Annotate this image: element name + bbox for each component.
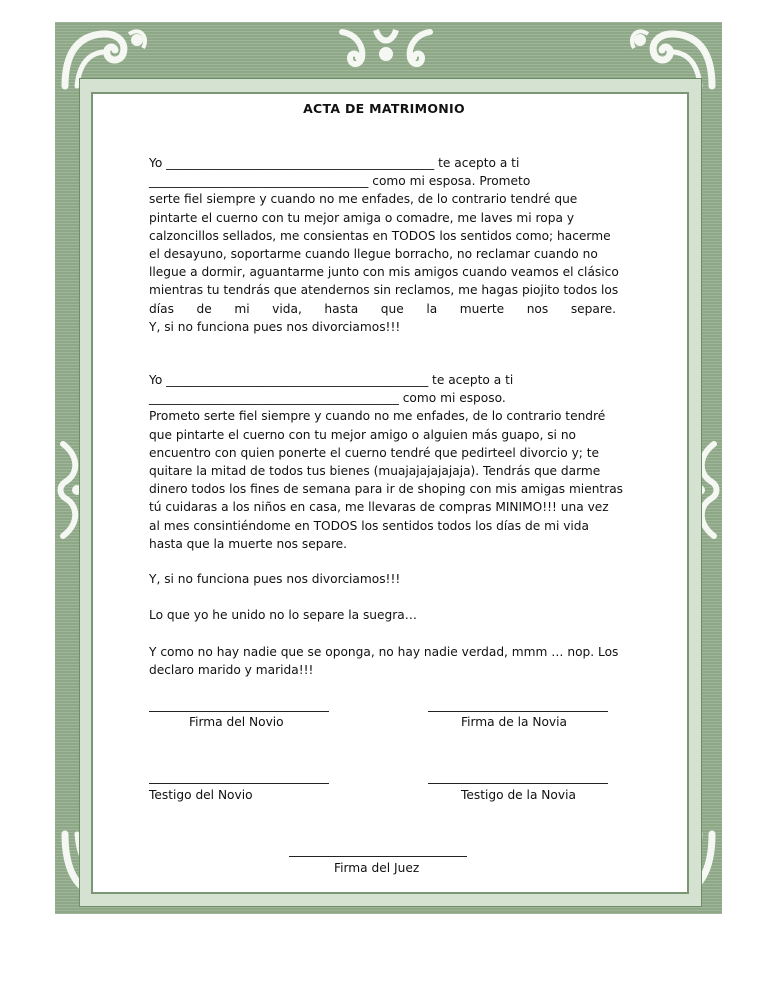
vow-novio-line: pintarte el cuerno con tu mejor amiga o comadre, me laves mi ropa y (149, 210, 575, 225)
firma-juez-label: Firma del Juez (334, 861, 420, 875)
vow-novia-line: tú cuidaras a los niños en casa, me llevaras de compras MINIMO!!! una vez (149, 500, 609, 515)
signature-line-novio (149, 711, 329, 712)
firma-novia-label: Firma de la Novia (461, 715, 567, 729)
closing-divorce (149, 570, 616, 588)
vow-novia-line: _________________________________________ como mi esposo. (149, 391, 506, 406)
testigo-novio-label: Testigo del Novio (149, 788, 253, 802)
vow-novio (149, 154, 619, 336)
vow-novio-line: calzoncillos sellados, me consientas en TODOS los sentidos como; hacerme (149, 228, 611, 243)
vow-novia-line: Yo ___________________________________________ te acepto a ti (149, 373, 514, 387)
vow-novia-line: quitare la mitad de todos tus bienes (muajajajajajaja). Tendrás que darme (149, 464, 601, 479)
signature-line-testigo-novia (428, 783, 608, 784)
closing-line: declaro marido y marida!!! (149, 663, 314, 678)
vow-novio-line: Y, si no funciona pues nos divorciamos!!! (149, 319, 401, 334)
vow-novio-line: el desayuno, soportarme cuando llegue borracho, no reclamar cuando no (149, 247, 598, 262)
vow-novio-line: Yo ____________________________________________ te acepto a ti (149, 156, 520, 170)
closing-line: Y, si no funciona pues nos divorciamos!!! (149, 572, 401, 586)
testigo-novia-label: Testigo de la Novia (461, 788, 576, 802)
vow-novia-line: que pintarte el cuerno con tu mejor amigo o alguien más guapo, si no (149, 427, 576, 442)
vow-novia-line: encuentro con quien ponerte el cuerno tendré que pedirteel divorcio y; te (149, 445, 600, 460)
vow-novio-line: mientras tu tendrás que atendernos sin reclamos, me hagas piojito todos los (149, 283, 619, 298)
closing-line: Lo que yo he unido no lo separe la suegra… (149, 608, 417, 622)
vow-novia-line: hasta que la muerte nos separe. (149, 536, 348, 551)
vow-novio-line: días de mi vida, hasta que la muerte nos separe. (149, 301, 616, 316)
firma-novio-label: Firma del Novio (189, 715, 284, 729)
vow-novia (149, 371, 624, 553)
vow-novio-line: serte fiel siempre y cuando no me enfades, de lo contrario tendré que (149, 192, 578, 207)
closing-suegra (149, 606, 616, 624)
closing-line: Y como no hay nadie que se oponga, no hay nadie verdad, mmm … nop. Los (149, 645, 619, 659)
document-title: ACTA DE MATRIMONIO (303, 101, 465, 116)
signature-line-juez (289, 856, 467, 857)
vow-novia-line: dinero todos los fines de semana para ir de shoping con mis amigas mientras (149, 482, 624, 497)
vow-novio-line: ____________________________________ como mi esposa. Prometo (149, 174, 531, 189)
vow-novia-line: Prometo serte fiel siempre y cuando no me enfades, de lo contrario tendré (149, 409, 606, 424)
signature-line-novia (428, 711, 608, 712)
closing-declaration (149, 643, 619, 679)
vow-novio-line: llegue a dormir, aguantarme junto con mis amigos cuando veamos el clásico (149, 265, 619, 280)
vow-novia-line: al mes consintiéndome en TODOS los sentidos todos los días de mi vida (149, 518, 590, 533)
signature-line-testigo-novio (149, 783, 329, 784)
scroll-ornament-icon (336, 24, 436, 70)
